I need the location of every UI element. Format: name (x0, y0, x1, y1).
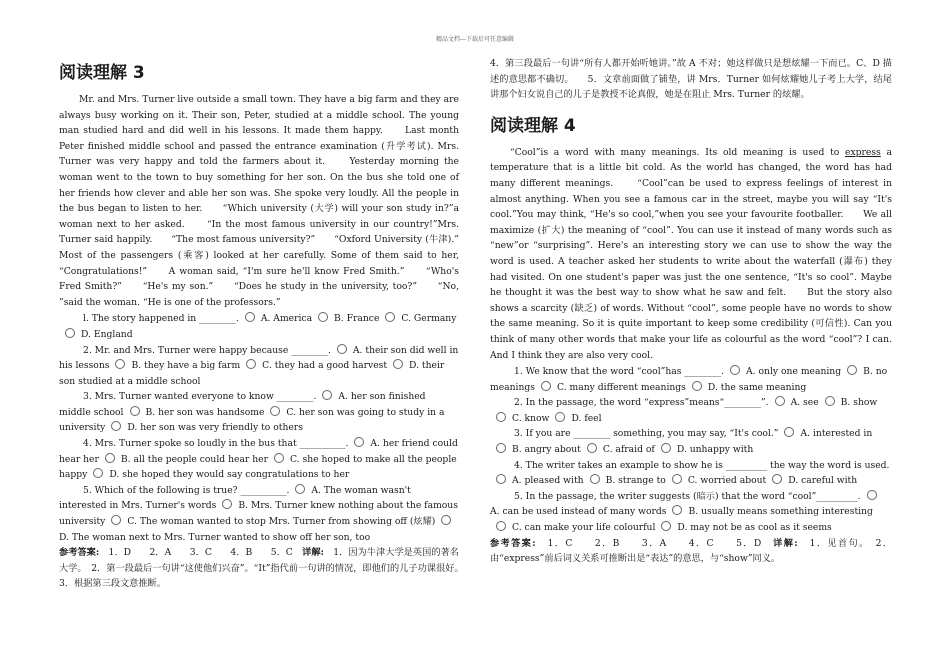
answers-detail-label: 详解: (773, 537, 798, 549)
question-item (490, 395, 892, 426)
option-label: A. The woman wasn't interested in Mrs. Turner's words (59, 484, 411, 512)
option-label: C. many different meanings (557, 381, 686, 393)
radio-button-icon[interactable] (274, 453, 284, 463)
question-item (490, 489, 892, 536)
option-label: C. afraid of (602, 444, 655, 456)
question-stem: 4. The writer takes an example to show he is _________ the way the word is used. (514, 459, 890, 471)
answer-option[interactable] (587, 444, 655, 455)
radio-button-icon[interactable] (245, 312, 255, 322)
answer-option[interactable] (784, 428, 872, 439)
question-list-4 (490, 364, 892, 536)
question-stem: 3. If you are ________ something, you may say, “It's cool.” (514, 428, 779, 440)
radio-button-icon[interactable] (692, 381, 702, 391)
question-item (490, 364, 892, 395)
option-label: A. America (260, 313, 313, 325)
radio-button-icon[interactable] (496, 521, 506, 531)
option-label: A. their son did well in his lessons (59, 344, 459, 372)
radio-button-icon[interactable] (111, 421, 121, 431)
radio-button-icon[interactable] (672, 474, 682, 484)
radio-button-icon[interactable] (385, 312, 395, 322)
answers-detail: 1．见首句。 2．由“express”前后词义关系可推断出是“表达”的意思，与“show”同义。 (490, 537, 892, 565)
answer-option[interactable] (245, 313, 312, 324)
radio-button-icon[interactable] (672, 505, 682, 515)
radio-button-icon[interactable] (496, 443, 506, 453)
passage-4-pre: “Cool”is a word with many meanings. Its old meaning is used to (510, 146, 846, 158)
answer-option[interactable] (496, 522, 655, 533)
radio-button-icon[interactable] (354, 437, 364, 447)
question-stem: 5. Which of the following is true? __________. (83, 484, 290, 496)
left-column (59, 56, 478, 592)
answer-option[interactable] (246, 360, 387, 371)
radio-button-icon[interactable] (730, 365, 740, 375)
option-label: C. Germany (401, 313, 457, 325)
right-column (490, 56, 892, 567)
answer-option[interactable] (496, 444, 581, 455)
option-label: A. her friend could hear her (59, 438, 458, 465)
answer-option[interactable] (730, 366, 841, 377)
question-stem: 1. We know that the word “cool”has ________. (514, 366, 725, 378)
option-label: A. her son finished middle school (59, 391, 426, 418)
answer-option[interactable] (496, 475, 584, 486)
option-label: D. careful with (788, 475, 858, 487)
answer-option[interactable] (661, 522, 831, 533)
radio-button-icon[interactable] (496, 412, 506, 422)
option-label: A. see (790, 397, 819, 409)
question-item (59, 343, 459, 390)
question-stem: 5. In the passage, the writer suggests (暗示) that the word “cool”_________. (514, 490, 861, 502)
option-label: A. only one meaning (746, 366, 842, 378)
option-label: D. England (81, 328, 133, 340)
option-label: C. know (512, 412, 550, 424)
option-label: C. they had a good harvest (262, 360, 388, 372)
question-item (490, 426, 892, 457)
option-label: D. The woman next to Mrs. Turner wanted to show off her son, too (59, 531, 371, 543)
answers-detail-label: 详解: (302, 547, 324, 559)
option-label: B. France (334, 313, 380, 325)
answer-key-3 (59, 545, 469, 592)
option-label: B. they have a big farm (131, 360, 241, 372)
option-label: C. her son was going to study in a university (59, 406, 445, 434)
question-item (490, 458, 892, 489)
question-item (59, 436, 459, 483)
section-title-4: 阅读理解 4 (490, 115, 576, 136)
answer-option[interactable] (93, 469, 349, 480)
answer-option[interactable] (825, 397, 878, 408)
radio-button-icon[interactable] (318, 312, 328, 322)
question-list-3 (59, 311, 459, 545)
radio-button-icon[interactable] (775, 396, 785, 406)
option-label: C. The woman wanted to stop Mrs. Turner from showing off (炫耀) (127, 516, 436, 528)
radio-button-icon[interactable] (441, 515, 451, 525)
underlined-word: express (845, 146, 881, 158)
question-item (59, 389, 459, 436)
option-label: B. usually means something interesting (688, 506, 873, 518)
radio-button-icon[interactable] (270, 406, 280, 416)
answer-option[interactable] (672, 506, 872, 517)
option-label: A. pleased with (512, 475, 584, 487)
answer-option[interactable] (590, 475, 666, 486)
question-stem: 2. In the passage, the word “express”means“________”. (514, 397, 769, 409)
answer-option[interactable] (541, 382, 686, 393)
answer-key-4 (490, 536, 892, 567)
option-label: B. strange to (605, 475, 666, 487)
radio-button-icon[interactable] (105, 453, 115, 463)
radio-button-icon[interactable] (65, 328, 75, 338)
option-label: D. her son was very friendly to others (127, 422, 303, 434)
answers-keys: 1．C 2．B 3．A 4．C 5．D (535, 537, 762, 549)
page-header: 精品文档---下载后可任意编辑 (435, 36, 515, 43)
answer-option[interactable] (115, 360, 240, 371)
radio-button-icon[interactable] (93, 468, 103, 478)
option-label: D. feel (571, 412, 602, 424)
section-title-3: 阅读理解 3 (59, 63, 145, 83)
radio-button-icon[interactable] (111, 515, 121, 525)
answer-option[interactable] (318, 313, 379, 324)
radio-button-icon[interactable] (322, 390, 332, 400)
question-stem: l. The story happened in ________. (83, 313, 239, 325)
option-label: A. can be used instead of many words (490, 506, 667, 518)
answer-option[interactable] (65, 329, 133, 340)
answer-option[interactable] (111, 422, 303, 433)
answer-option[interactable] (775, 397, 819, 408)
radio-button-icon[interactable] (393, 359, 403, 369)
answer-detail-continued: 4．第三段最后一句讲“所有人都开始听她讲。”故 A 不对；她这样做只是想炫耀一下而已。C、D 描述的意思都不确切。 5．文章前面做了铺垫，讲 Mrs．Turner 如何炫耀她儿子考上大学，结尾讲那个妇女说自己的儿子是教授不论真假，她是在阻止 Mrs. Turner 的炫耀。 (490, 58, 892, 101)
radio-button-icon[interactable] (295, 484, 305, 494)
answer-option[interactable] (772, 475, 857, 486)
answer-option[interactable] (105, 454, 268, 465)
radio-button-icon[interactable] (130, 406, 140, 416)
question-item (59, 311, 459, 342)
option-label: C. she hoped to make all the people happy (59, 453, 457, 481)
option-label: D. she hoped they would say congratulations to her (109, 469, 350, 481)
radio-button-icon[interactable] (784, 427, 794, 437)
answer-option[interactable] (661, 444, 753, 455)
option-label: B. angry about (512, 444, 581, 456)
option-label: D. unhappy with (676, 444, 754, 456)
radio-button-icon[interactable] (661, 443, 671, 453)
answer-option[interactable] (496, 413, 549, 424)
answer-option[interactable] (385, 313, 456, 324)
option-label: B. Mrs. Turner knew nothing about the famous university (59, 500, 458, 528)
radio-button-icon[interactable] (661, 521, 671, 531)
option-label: D. may not be as cool as it seems (677, 522, 832, 534)
passage-4 (490, 145, 892, 363)
passage-4-post: a temperature that is a little bit cold. As the world has changed, the word has had many different meanings. “Cool”can be used to express feelings of interest in almost anything. When you see a famous car in the street, maybe you will say “It's cool.”You may think, “He's so cool,”when you see your favourite footballer. We all maximize (扩大) the meaning of “cool”. You can use it instead of many words such as “new”or “surprising”. Here's an interesting story we can use to show the way the word is used. A teacher asked her students to write about the waterfall (瀑布) they had visited. On one student's paper was just the one sentence, “It's so cool”. Maybe he thought it was the best way to show what he saw and felt. But the story also shows a scarcity (缺乏) of words. Without “cool”, some people have no words to show the same meaning. So it is quite important to keep some credibility (可信性). Can you think of many other words that make your life as colourful as the word “cool”? I can. And I think they are also very cool. (490, 146, 892, 361)
radio-button-icon[interactable] (246, 359, 256, 369)
answer-option[interactable] (555, 413, 601, 424)
radio-button-icon[interactable] (590, 474, 600, 484)
option-label: B. her son was handsome (145, 406, 265, 418)
radio-button-icon[interactable] (587, 443, 597, 453)
answers-label: 参考答案: (490, 537, 536, 549)
answer-option[interactable] (111, 516, 435, 527)
option-label: B. no meanings (490, 366, 888, 393)
radio-button-icon[interactable] (555, 412, 565, 422)
answer-option[interactable] (672, 475, 766, 486)
radio-button-icon[interactable] (867, 490, 877, 500)
option-label: B. show (840, 397, 878, 409)
radio-button-icon[interactable] (337, 344, 347, 354)
question-item (59, 483, 459, 545)
question-stem: 4. Mrs. Turner spoke so loudly in the bus that __________. (83, 438, 349, 450)
option-label: A. interested in (800, 428, 873, 440)
answer-option[interactable] (692, 382, 806, 393)
radio-button-icon[interactable] (541, 381, 551, 391)
answer-option[interactable] (130, 407, 265, 418)
radio-button-icon[interactable] (847, 365, 857, 375)
question-stem: 3. Mrs. Turner wanted everyone to know ________. (83, 391, 317, 403)
radio-button-icon[interactable] (496, 474, 506, 484)
passage-3: Mr. and Mrs. Turner live outside a small town. They have a big farm and they are always busy working on it. Their son, Peter, studied at a middle school. The young man studied hard and did well in his lessons. It made them happy. Last month Peter finished middle school and passed the entrance examination (升学考试). Mrs. Turner was very happy and told the farmers about it. Yesterday morning the woman went to the town to buy something for her son. On the bus she told one of her friends how clever and able her son was. She spoke very loudly. All the people in the bus began to listen to her. “Which university (大学) will your son study in?”a woman next to her asked. “In the most famous university in our country!”Mrs. Turner said happily. “The most famous university?” “Oxford University (牛津).” Most of the passengers (乘客) looked at her carefully. Some of them said to her, “Congratulations!” A woman said, “I'm sure he'll know Fred Smith.” “Who's Fred Smith?” “He's my son.” “Does he study in the university, too?” “No, ”said the woman. “He is one of the professors.” (59, 94, 478, 308)
answers-detail: 1．因为牛津大学是英国的著名大学。 2．第一段最后一句讲“这使他们兴奋”。“It”指代前一句讲的情况，即他们的儿子功课很好。 3．根据第三段文意推断。 (59, 547, 469, 590)
radio-button-icon[interactable] (115, 359, 125, 369)
answers-label: 参考答案: (59, 547, 100, 559)
radio-button-icon[interactable] (222, 499, 232, 509)
radio-button-icon[interactable] (825, 396, 835, 406)
option-label: C. worried about (687, 475, 767, 487)
option-label: C. can make your life colourful (512, 522, 656, 534)
question-stem: 2. Mr. and Mrs. Turner were happy because ________. (83, 344, 331, 356)
answers-keys: 1．D 2．A 3．C 4．B 5．C (99, 547, 293, 559)
radio-button-icon[interactable] (772, 474, 782, 484)
option-label: D. their son studied at a middle school (59, 360, 445, 387)
option-label: B. all the people could hear her (120, 453, 268, 465)
option-label: D. the same meaning (707, 381, 807, 393)
